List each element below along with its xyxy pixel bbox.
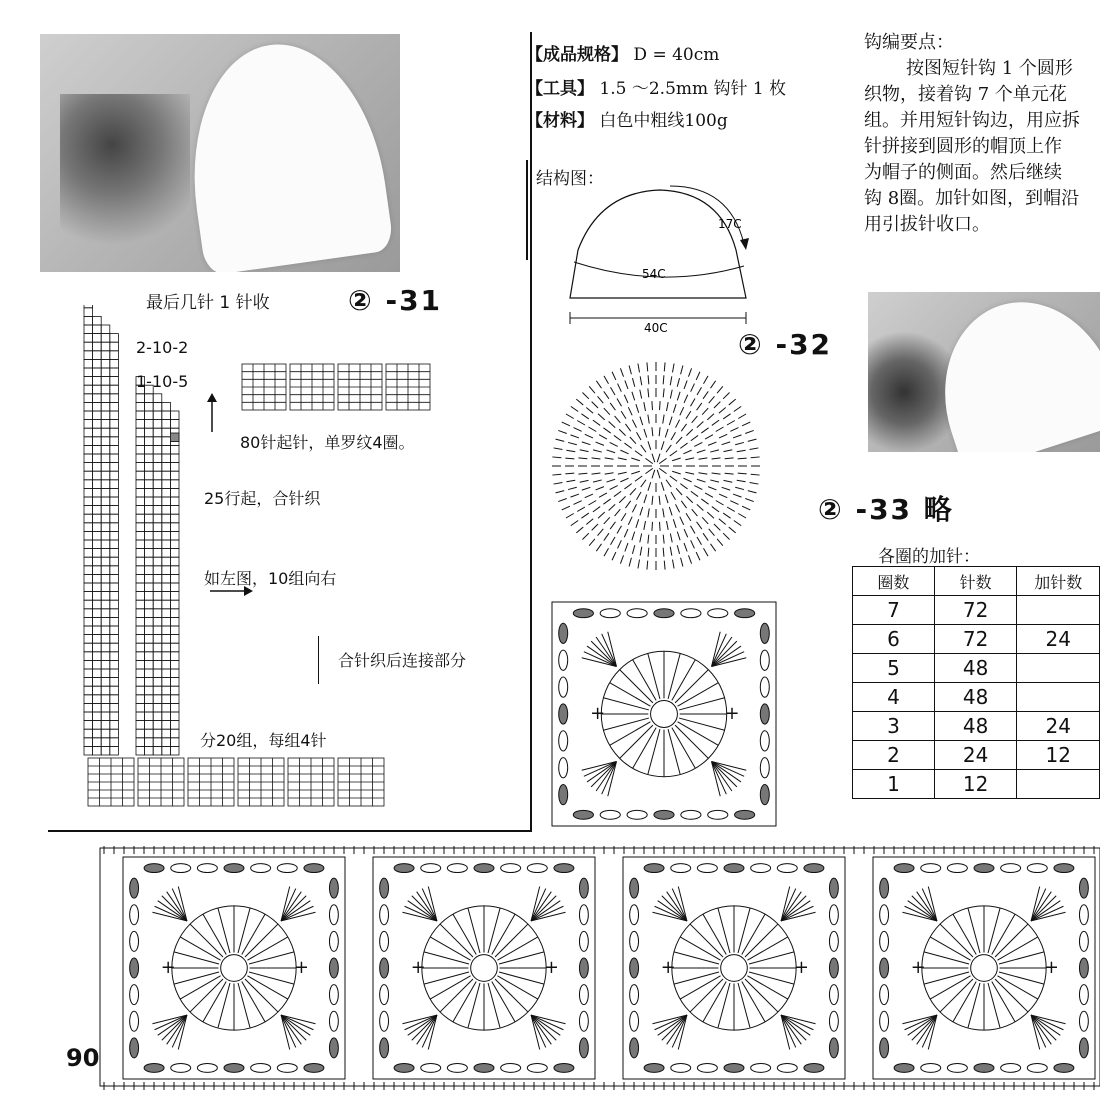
svg-text:+: + [724, 703, 740, 724]
notes-line-6: 钩 8圈。加针如图，到帽沿 [864, 188, 1080, 209]
figure-label-31-text: ② -31 [348, 284, 443, 317]
svg-text:+: + [590, 703, 606, 724]
dim-label-40: 40C [644, 321, 668, 335]
cell-stitches: 12 [934, 770, 1017, 799]
cell-increase [1017, 683, 1100, 712]
table-row [853, 741, 1100, 770]
spec-size-label: 【成品规格】 [526, 45, 628, 65]
spec-material-value: 白色中粗线100g [599, 111, 728, 131]
join-row-note: 25行起，合针织 [204, 489, 321, 508]
structure-diagram [560, 180, 770, 340]
cell-stitches: 72 [934, 625, 1017, 654]
groups-note: 分20组，每组4针 [200, 731, 327, 750]
cell-stitches: 48 [934, 712, 1017, 741]
left-panel-bottom [48, 830, 532, 832]
spec-tool-value: 1.5 ～2.5mm 钩针 1 枚 [599, 79, 787, 99]
svg-text:+: + [793, 958, 809, 978]
cell-round: 5 [853, 654, 935, 683]
cell-round: 4 [853, 683, 935, 712]
header-increase: 加针数 [1017, 567, 1100, 596]
decrease-note: 最后几针 1 针收 [146, 293, 270, 313]
cell-stitches: 48 [934, 683, 1017, 712]
cell-round: 1 [853, 770, 935, 799]
left-panel-border [530, 32, 532, 832]
cell-stitches: 72 [934, 596, 1017, 625]
cell-stitches: 24 [934, 741, 1017, 770]
table-row [853, 712, 1100, 741]
connect-note: 合针织后连接部分 [338, 651, 467, 670]
cell-increase [1017, 596, 1100, 625]
cast-on-note: 80针起针，单罗纹4圈。 [240, 433, 415, 452]
square-motif-chart [548, 598, 780, 830]
bottom-rib-swatches [86, 756, 406, 810]
cell-increase: 24 [1017, 712, 1100, 741]
notes-line-4: 针拼接到圆形的帽顶上作 [864, 136, 1062, 157]
header-stitches: 针数 [934, 567, 1017, 596]
figure-label-33-text: ② -33 略 [818, 493, 954, 526]
step-label-1: 2-10-2 [136, 338, 189, 357]
spec-tool [526, 74, 786, 99]
cell-round: 2 [853, 741, 935, 770]
cell-increase: 24 [1017, 625, 1100, 654]
step-label-2: 1-10-5 [136, 372, 189, 391]
svg-text:+: + [543, 958, 559, 978]
cell-round: 3 [853, 712, 935, 741]
notes-title: 钩编要点： [864, 32, 954, 53]
svg-text:+: + [410, 958, 426, 978]
table-row [853, 654, 1100, 683]
notes-line-7: 用引拔针收口。 [864, 214, 990, 235]
notes-line-5: 为帽子的侧面。然后继续 [864, 162, 1062, 183]
svg-text:+: + [293, 958, 309, 978]
figure-label-33 [818, 488, 954, 528]
table-row [853, 770, 1100, 799]
hat-image [176, 34, 395, 272]
svg-text:+: + [1043, 958, 1059, 978]
structure-title: 结构图： [536, 169, 604, 189]
notes-line-2: 织物，接着钩 7 个单元花 [864, 84, 1067, 105]
cell-increase [1017, 654, 1100, 683]
flower-decoration [60, 94, 190, 264]
hat-photo-1 [40, 34, 400, 272]
up-arrow [204, 392, 220, 434]
notes-body [864, 56, 1100, 238]
direction-note: 如左图，10组向右 [204, 569, 337, 588]
increase-table [852, 566, 1100, 799]
hat-photo-2 [868, 292, 1100, 452]
table-row [853, 625, 1100, 654]
notes-line-3: 组。并用短针钩边，用应拆 [864, 110, 1080, 131]
svg-text:+: + [660, 958, 676, 978]
table-row [853, 683, 1100, 712]
spec-material [526, 106, 728, 131]
table-row [853, 596, 1100, 625]
cell-increase [1017, 770, 1100, 799]
svg-text:+: + [910, 958, 926, 978]
rib-swatches [240, 362, 440, 414]
spec-size [526, 40, 719, 65]
cell-round: 7 [853, 596, 935, 625]
notes-line-1: 按图短针钩 1 个圆形 [906, 58, 1073, 79]
figure-label-32-text: ② -32 [738, 328, 833, 361]
spec-size-value: D = 40cm [633, 45, 720, 65]
page-number: 90 [66, 1044, 100, 1072]
cell-round: 6 [853, 625, 935, 654]
spec-tool-label: 【工具】 [526, 79, 594, 99]
spec-material-label: 【材料】 [526, 111, 594, 131]
table-header-row [853, 567, 1100, 596]
round-crochet-chart [536, 346, 776, 586]
cell-increase: 12 [1017, 741, 1100, 770]
cell-stitches: 48 [934, 654, 1017, 683]
increase-table-wrap [852, 566, 1100, 799]
dim-label-54: 54C [642, 267, 666, 281]
divider-tick [318, 636, 319, 684]
svg-text:+: + [160, 958, 176, 978]
header-rounds: 圈数 [853, 567, 935, 596]
motif-strip [98, 846, 1100, 1090]
dim-label-17: 17C [718, 217, 742, 231]
table-title: 各圈的加针： [878, 547, 980, 567]
right-arrow [208, 584, 254, 598]
middle-divider [526, 160, 528, 260]
